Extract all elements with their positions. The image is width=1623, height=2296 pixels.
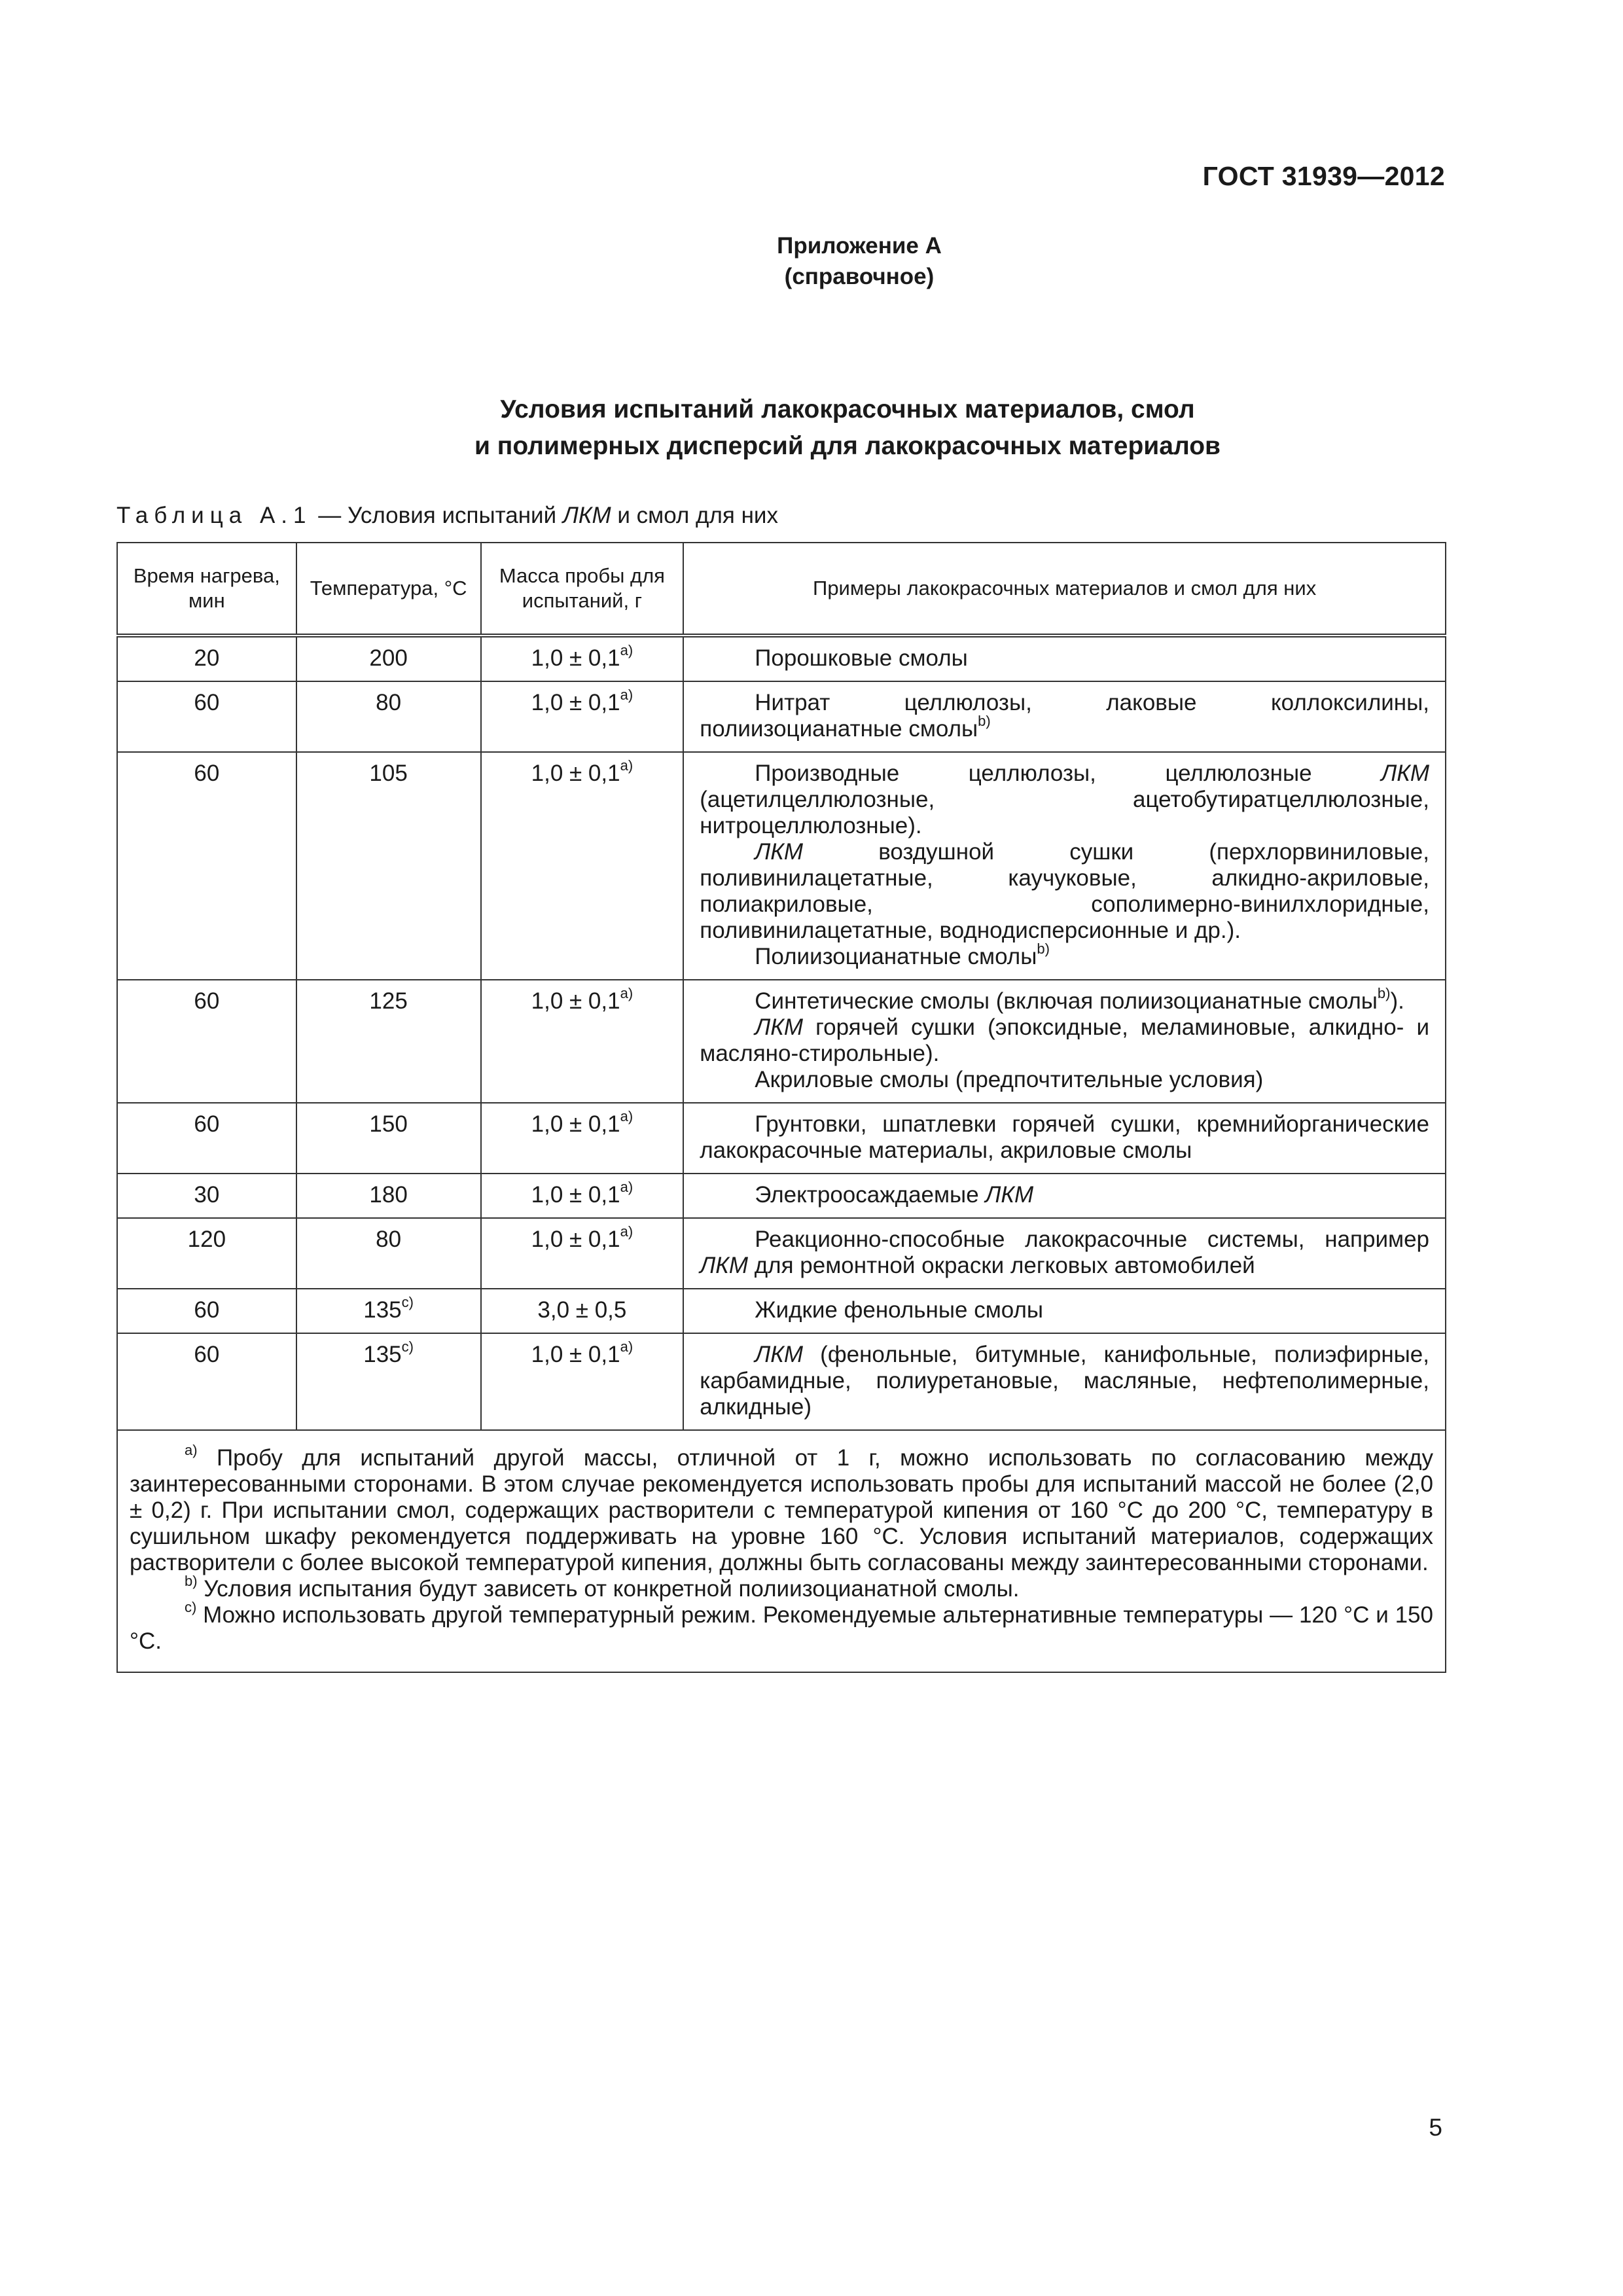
footnote-ref: а) (620, 757, 633, 774)
table-caption-number: Таблица А.1 (116, 503, 312, 528)
footnote-text: Можно использовать другой температурный режим. Рекомендуемые альтернативные температуры — 120 °С и 150 °С. (130, 1602, 1433, 1654)
temperature-value: 150 (369, 1111, 408, 1137)
cell-temperature (296, 752, 481, 980)
cell-sample-mass (481, 1333, 684, 1430)
temperature-value: 80 (376, 690, 402, 715)
cell-sample-mass (481, 1174, 684, 1218)
cell-heating-time (117, 1218, 296, 1289)
description-text: Грунтовки, шпатлевки горячей сушки, кремнийорганические лакокрасочные материалы, акриловые смолы (700, 1111, 1429, 1163)
cell-sample-mass (481, 1103, 684, 1174)
cell-sample-mass (481, 636, 684, 681)
footnote-mark: b) (185, 1573, 198, 1590)
footnote (130, 1442, 1433, 1576)
sample-mass-value: 1,0 ± 0,1 (531, 1342, 620, 1367)
description-text: горячей сушки (эпоксидные, меламиновые, алкидно- и масляно-стирольные). (700, 1014, 1429, 1066)
material-abbreviation: ЛКМ (985, 1182, 1034, 1208)
material-abbreviation: ЛКМ (755, 1342, 804, 1367)
title-line-1: Условия испытаний лакокрасочных материалов, смол (500, 395, 1195, 423)
header-material-examples: Примеры лакокрасочных материалов и смол для них (683, 543, 1446, 636)
description-text: Жидкие фенольные смолы (755, 1297, 1044, 1323)
table-row (117, 1174, 1446, 1218)
cell-temperature (296, 1218, 481, 1289)
heating-time-value: 120 (187, 1227, 226, 1252)
description-text: (ацетилцеллюлозные, ацетобутиратцеллюлозные, нитроцеллюлозные). (700, 787, 1429, 838)
description-paragraph (700, 839, 1429, 944)
heating-time-value: 20 (194, 645, 220, 671)
footnote-ref: с) (401, 1338, 414, 1355)
table-row (117, 752, 1446, 980)
cell-heating-time (117, 1333, 296, 1430)
description-paragraph (700, 761, 1429, 839)
cell-heating-time (117, 980, 296, 1103)
appendix-type: (справочное) (784, 264, 935, 289)
material-abbreviation: ЛКМ (755, 1014, 804, 1040)
heating-time-value: 30 (194, 1182, 220, 1208)
sample-mass-value: 1,0 ± 0,1 (531, 690, 620, 715)
footnote-ref: а) (620, 1179, 633, 1196)
cell-material-examples (683, 752, 1446, 980)
cell-sample-mass (481, 1218, 684, 1289)
cell-temperature (296, 681, 481, 752)
temperature-value: 135 (363, 1342, 402, 1367)
description-text: ). (1390, 988, 1404, 1014)
description-text: Синтетические смолы (включая полиизоцианатные смолы (755, 988, 1378, 1014)
footnote (130, 1599, 1433, 1655)
cell-temperature (296, 1333, 481, 1430)
description-text: Реакционно-способные лакокрасочные системы, например (755, 1227, 1429, 1252)
table-caption-text-after: и смол для них (611, 503, 778, 528)
table-row (117, 636, 1446, 681)
footnote-ref: а) (620, 687, 633, 704)
description-paragraph (700, 1342, 1429, 1420)
table-notes-row (117, 1430, 1446, 1672)
material-abbreviation: ЛКМ (755, 839, 804, 865)
temperature-value: 200 (369, 645, 408, 671)
description-text: воздушной сушки (перхлорвиниловые, поливинилацетатные, каучуковые, алкидно-акриловые, полиакриловые, сополимерно-винилхлоридные, поливинилацетатные, воднодисперсионные и др.). (700, 839, 1429, 943)
description-paragraph (700, 985, 1429, 1014)
temperature-value: 180 (369, 1182, 408, 1208)
footnote-ref: а) (620, 642, 633, 659)
cell-temperature (296, 636, 481, 681)
sample-mass-value: 1,0 ± 0,1 (531, 1227, 620, 1252)
heating-time-value: 60 (194, 1111, 220, 1137)
cell-heating-time (117, 1174, 296, 1218)
footnote-text: Пробу для испытаний другой массы, отличной от 1 г, можно использовать по согласованию между заинтересованными сторонами. В этом случае рекомендуется использовать пробы для испытаний массой не более (2,0 ± 0,2) г. При испытании смол, содержащих растворители с температурой кипения от 160 °С до 200 °С, температуру в сушильном шкафу рекомендуется поддерживать на уровне 160 °С. Условия испытаний материалов, содержащих растворители с более высокой температурой кипения, должны быть согласованы между заинтересованными сторонами. (130, 1445, 1433, 1575)
table-body (117, 636, 1446, 1430)
table-row (117, 1103, 1446, 1174)
footnote-mark: с) (185, 1599, 197, 1616)
description-paragraph (700, 1014, 1429, 1067)
table-row (117, 980, 1446, 1103)
table-row (117, 681, 1446, 752)
temperature-value: 125 (369, 988, 408, 1014)
cell-material-examples (683, 1174, 1446, 1218)
table-notes (117, 1430, 1446, 1672)
footnote-ref: b) (978, 713, 991, 730)
sample-mass-value: 1,0 ± 0,1 (531, 1111, 620, 1137)
description-paragraph (700, 1111, 1429, 1164)
description-text: (фенольные, битумные, канифольные, полиэфирные, карбамидные, полиуретановые, масляные, нефтеполимерные, алкидные) (700, 1342, 1429, 1420)
cell-temperature (296, 1289, 481, 1333)
cell-material-examples (683, 1289, 1446, 1333)
cell-heating-time (117, 636, 296, 681)
description-text: Акриловые смолы (предпочтительные условия) (755, 1067, 1264, 1092)
title-line-2: и полимерных дисперсий для лакокрасочных материалов (474, 432, 1221, 460)
heating-time-value: 60 (194, 1342, 220, 1367)
table-row (117, 1333, 1446, 1430)
table-row (117, 1289, 1446, 1333)
cell-sample-mass (481, 1289, 684, 1333)
description-text: Порошковые смолы (755, 645, 968, 671)
footnote-ref: а) (620, 1108, 633, 1125)
cell-sample-mass (481, 980, 684, 1103)
cell-heating-time (117, 752, 296, 980)
footnote-ref: а) (620, 1223, 633, 1240)
sample-mass-value: 1,0 ± 0,1 (531, 645, 620, 671)
footnote-ref: с) (401, 1294, 414, 1311)
cell-heating-time (117, 1103, 296, 1174)
test-conditions-table (116, 542, 1446, 1673)
description-paragraph (700, 1227, 1429, 1279)
description-text: Электроосаждаемые (755, 1182, 986, 1208)
description-paragraph (700, 941, 1429, 970)
cell-material-examples (683, 1218, 1446, 1289)
header-sample-mass: Масса пробы для испытаний, г (481, 543, 684, 636)
cell-temperature (296, 1103, 481, 1174)
table-caption (116, 503, 778, 529)
footnote-ref: b) (1377, 985, 1391, 1002)
description-paragraph (700, 1297, 1429, 1323)
heating-time-value: 60 (194, 988, 220, 1014)
table-row (117, 1218, 1446, 1289)
appendix-label: Приложение А (777, 233, 942, 259)
temperature-value: 135 (363, 1297, 402, 1323)
description-paragraph (700, 1067, 1429, 1093)
table-caption-text-before: — Условия испытаний (312, 503, 563, 528)
header-temperature: Температура, °С (296, 543, 481, 636)
footnote-ref: а) (620, 985, 633, 1002)
cell-material-examples (683, 636, 1446, 681)
heating-time-value: 60 (194, 690, 220, 715)
heating-time-value: 60 (194, 761, 220, 786)
cell-heating-time (117, 1289, 296, 1333)
temperature-value: 80 (376, 1227, 402, 1252)
cell-sample-mass (481, 752, 684, 980)
material-abbreviation: ЛКМ (1381, 761, 1429, 786)
header-heating-time: Время нагрева, мин (117, 543, 296, 636)
description-paragraph (700, 690, 1429, 742)
heating-time-value: 60 (194, 1297, 220, 1323)
table-caption-abbr: ЛКМ (562, 503, 611, 528)
description-text: Нитрат целлюлозы, лаковые коллоксилины, полиизоцианатные смолы (700, 690, 1429, 742)
cell-material-examples (683, 681, 1446, 752)
footnote-mark: а) (185, 1442, 198, 1459)
sample-mass-value: 1,0 ± 0,1 (531, 988, 620, 1014)
cell-temperature (296, 980, 481, 1103)
sample-mass-value: 3,0 ± 0,5 (537, 1297, 627, 1323)
footnote-text: Условия испытания будут зависеть от конкретной полиизоцианатной смолы. (197, 1576, 1020, 1602)
cell-material-examples (683, 1333, 1446, 1430)
description-text: для ремонтной окраски легковых автомобилей (748, 1253, 1255, 1278)
footnote (130, 1573, 1433, 1602)
temperature-value: 105 (369, 761, 408, 786)
document-code: ГОСТ 31939—2012 (1202, 161, 1445, 191)
cell-material-examples (683, 980, 1446, 1103)
cell-sample-mass (481, 681, 684, 752)
sample-mass-value: 1,0 ± 0,1 (531, 1182, 620, 1208)
sample-mass-value: 1,0 ± 0,1 (531, 761, 620, 786)
document-title (0, 391, 1623, 465)
appendix-heading (0, 230, 1623, 292)
description-text: Производные целлюлозы, целлюлозные (755, 761, 1382, 786)
description-paragraph (700, 1182, 1429, 1208)
table-header-row (117, 543, 1446, 636)
material-abbreviation: ЛКМ (700, 1253, 749, 1278)
cell-temperature (296, 1174, 481, 1218)
cell-material-examples (683, 1103, 1446, 1174)
footnote-ref: а) (620, 1338, 633, 1355)
description-text: Полиизоцианатные смолы (755, 944, 1037, 969)
description-paragraph (700, 645, 1429, 672)
footnote-ref: b) (1037, 941, 1050, 958)
page-number: 5 (1429, 2114, 1442, 2141)
cell-heating-time (117, 681, 296, 752)
